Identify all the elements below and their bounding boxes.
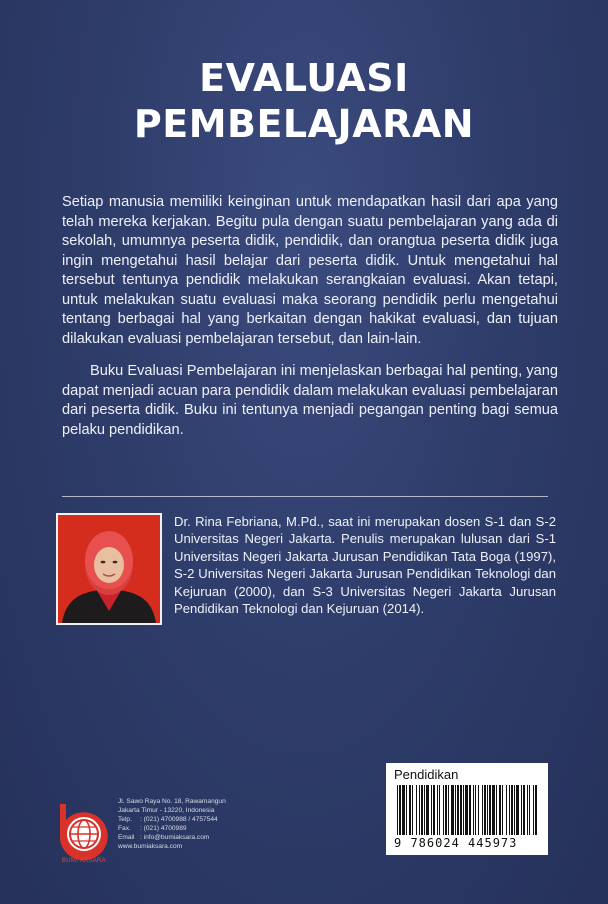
phone-value: : (021) 4700988 / 4757544 xyxy=(140,816,218,824)
isbn-barcode-box xyxy=(386,763,548,855)
email-value: : info@bumiaksara.com xyxy=(140,834,210,842)
section-divider xyxy=(62,496,548,497)
author-photo xyxy=(56,513,162,625)
fax-label: Fax. xyxy=(118,825,131,833)
publisher-logo-text: BUMI AKSARA xyxy=(62,858,106,864)
author-bio: Dr. Rina Febriana, M.Pd., saat ini merupakan dosen S-1 dan S-2 Universitas Negeri Jakarta. Penulis merupakan lulusan dari S-1 Universitas Negeri Jakarta Jurusan Pendidikan Tata Boga (1997), S-2 Universitas Negeri Jakarta Jurusan Pendidikan Teknologi dan Kejuruan (2000), dan S-3 Universitas Negeri Jakarta Jurusan Pendidikan Teknologi dan Kejuruan (2014). xyxy=(174,514,556,617)
book-title-line-2: PEMBELAJARAN xyxy=(133,102,475,146)
blurb-paragraph-1: Setiap manusia memiliki keinginan untuk mendapatkan hasil dari apa yang telah mereka kerjakan. Begitu pula dengan suatu pembelajaran yang ada di sekolah, umumnya peserta didik, pendidik, dan orangtua peserta didik juga ingin mengetahui hasil belajar dari peserta didik. Untuk mengetahui hal tersebut tentunya pendidik melakukan serangkaian evaluasi. Akan tetapi, untuk melakukan suatu evaluasi maka seorang pendidik perlu mengetahui tentang berbagai hal yang berkaitan dengan hakikat evaluasi, dan tujuan dilakukan evaluasi pembelajaran tersebut, dan lain-lain. xyxy=(62,194,558,347)
barcode-category-label: Pendidikan xyxy=(394,767,459,782)
author-portrait-icon xyxy=(58,515,160,623)
email-row xyxy=(118,833,268,842)
address-line-1: Jl. Sawo Raya No. 18, Rawamangun xyxy=(118,798,226,805)
globe-logo-icon xyxy=(52,800,112,860)
blurb-paragraph-2: Buku Evaluasi Pembelajaran ini menjelaskan berbagai hal penting, yang dapat menjadi acuan para pendidik dalam melakukan evaluasi pembelajaran dari peserta didik. Buku ini tentunya menjadi pegangan penting bagi semua pelaku pendidikan. xyxy=(62,363,558,438)
book-blurb xyxy=(62,193,558,453)
publisher-logo xyxy=(52,800,112,860)
book-title xyxy=(0,55,608,147)
email-label: Email xyxy=(118,834,135,842)
book-title-line-1: EVALUASI xyxy=(199,56,409,100)
fax-row xyxy=(118,824,268,833)
barcode-icon xyxy=(394,785,540,835)
phone-row xyxy=(118,815,268,824)
publisher-address xyxy=(118,797,268,852)
phone-label: Telp. xyxy=(118,816,132,824)
website: www.bumiaksara.com xyxy=(118,843,183,851)
fax-value: : (021) 4700989 xyxy=(140,825,187,833)
isbn-number: 9 786024 445973 xyxy=(394,836,518,850)
address-line-2: Jakarta Timur - 13220, Indonesia xyxy=(118,807,215,815)
